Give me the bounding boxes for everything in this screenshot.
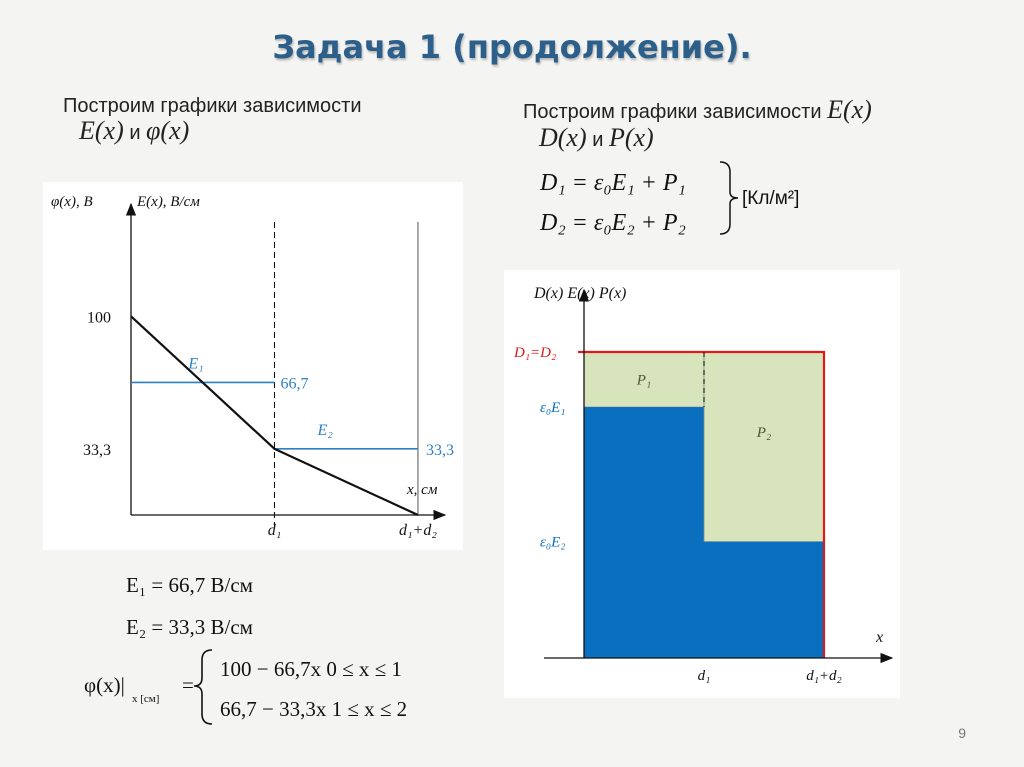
eps0-e2-label: ε₀E₂ xyxy=(540,534,566,551)
right-heading-math-p: P(x) xyxy=(608,123,654,152)
p2-label: P₂ xyxy=(756,424,772,441)
formula-brace xyxy=(720,162,738,234)
y-label-e: E(x), В/см xyxy=(137,194,200,210)
formula-phi-brace xyxy=(194,650,212,724)
right-heading xyxy=(523,95,872,153)
p2-region xyxy=(704,352,824,542)
tick-d1: d₁ xyxy=(267,522,282,539)
e1-label: E₁ xyxy=(188,355,204,373)
right-heading-math-d: D(x) xyxy=(539,123,587,152)
eps0-e1-region xyxy=(584,407,704,658)
page-number: 9 xyxy=(958,725,966,741)
tick-d1-d2: d₁+d₂ xyxy=(806,668,842,684)
right-heading-math-e: E(x) xyxy=(827,95,872,124)
left-chart-panel xyxy=(43,182,463,550)
e2-label: E₂ xyxy=(317,421,333,439)
d-e-p-chart xyxy=(504,270,900,698)
x-label: x, см xyxy=(407,482,438,498)
phi-value-100: 100 xyxy=(87,309,111,327)
y-label-phi: φ(x), В xyxy=(51,194,93,210)
y-label: D(x) E(x) P(x) xyxy=(534,285,627,302)
formula-phi-sub: x [см] xyxy=(132,693,160,705)
tick-d1-d2: d₁+d₂ xyxy=(398,522,437,539)
left-formulas xyxy=(80,562,480,730)
formula-phi-lhs: φ(x)| xyxy=(84,673,125,697)
d-equal-label: D₁=D₂ xyxy=(514,345,557,361)
p1-label: P₁ xyxy=(636,372,652,389)
x-label: x xyxy=(876,629,884,646)
formula-phi-row2: 66,7 − 33,3x 1 ≤ x ≤ 2 xyxy=(220,697,408,721)
e1-value-label: 66,7 xyxy=(280,375,309,393)
formula-d1: D₁ = ε₀E₁ + P₁ xyxy=(540,170,686,196)
phi-e-chart xyxy=(43,182,463,550)
phi-value-33: 33,3 xyxy=(83,441,111,459)
left-heading-text: Построим графики зависимости xyxy=(63,95,362,117)
left-heading-math-e: E(x) xyxy=(79,116,124,145)
formula-units: [Кл/м²] xyxy=(742,188,800,209)
left-heading-and: и xyxy=(129,122,141,144)
d-formulas xyxy=(530,158,840,240)
formula-d2: D₂ = ε₀E₂ + P₂ xyxy=(540,210,686,236)
left-heading-math-phi: φ(x) xyxy=(146,116,190,145)
e2-value-label: 33,3 xyxy=(425,441,454,459)
slide-title: Задача 1 (продолжение). xyxy=(272,28,752,66)
right-heading-and: и xyxy=(592,129,604,151)
formula-e1: E₁ = 66,7 В/см xyxy=(126,573,253,597)
eps0-e1-label: ε₀E₁ xyxy=(540,400,566,417)
right-chart-panel xyxy=(504,270,900,698)
right-heading-text: Построим графики зависимости xyxy=(523,101,822,123)
left-heading xyxy=(63,95,362,146)
eps0-e2-region xyxy=(704,542,824,658)
tick-d1: d₁ xyxy=(697,668,711,684)
formula-phi-eq: = xyxy=(182,673,194,697)
formula-e2: E₂ = 33,3 В/см xyxy=(126,615,253,639)
formula-phi-row1: 100 − 66,7x 0 ≤ x ≤ 1 xyxy=(220,657,402,681)
